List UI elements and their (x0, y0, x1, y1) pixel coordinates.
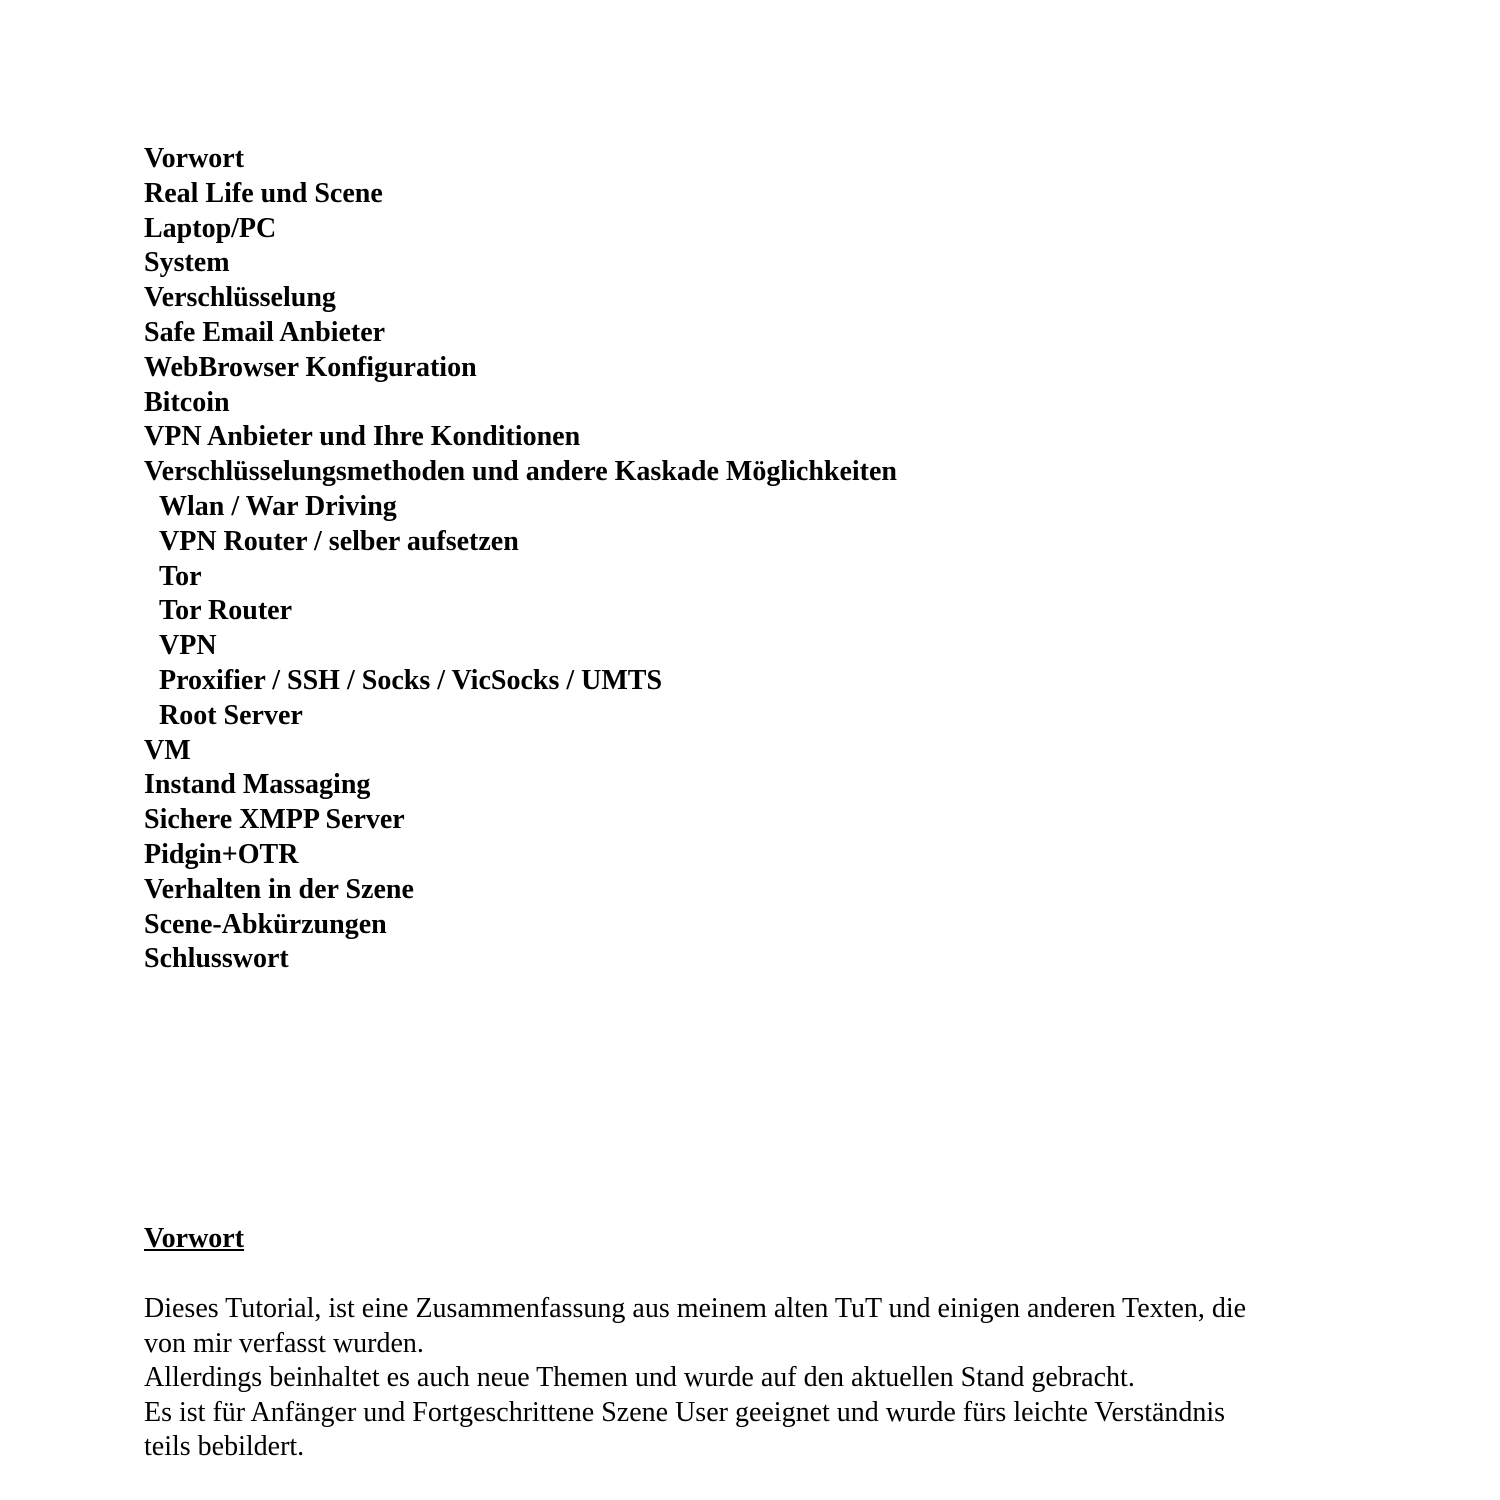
toc-item: Safe Email Anbieter (144, 316, 386, 348)
body-line: Allerdings beinhaltet es auch neue Themen und wurde auf den aktuellen Stand gebracht. (144, 1362, 1135, 1393)
toc-subitem: Proxifier / SSH / Socks / VicSocks / UMTS (159, 664, 663, 696)
toc-item: Verschlüsselungsmethoden und andere Kaskade Möglichkeiten (144, 456, 897, 488)
toc-item: Verschlüsselung (144, 282, 336, 314)
body-line: teils bebildert. (144, 1431, 305, 1462)
toc-item: VPN Anbieter und Ihre Konditionen (144, 421, 581, 453)
toc-item: Schlusswort (144, 943, 289, 975)
toc-subitem: VPN Router / selber aufsetzen (159, 525, 519, 557)
toc-item: Bitcoin (144, 386, 230, 418)
section-body (144, 1292, 1359, 1465)
toc-subitem: Root Server (159, 699, 303, 731)
toc-subitem: VPN (159, 630, 217, 662)
toc-item: WebBrowser Konfiguration (144, 351, 477, 383)
toc-item: Vorwort (144, 143, 245, 174)
toc-item: Laptop/PC (144, 212, 277, 244)
section-heading: Vorwort (144, 1223, 245, 1254)
toc-item: Real Life und Scene (144, 177, 383, 209)
toc-item: Pidgin+OTR (144, 838, 299, 870)
body-line: Dieses Tutorial, ist eine Zusammenfassung aus meinem alten TuT und einigen anderen Texten, die (144, 1293, 1247, 1324)
toc-item: Instand Massaging (144, 769, 371, 801)
body-line: Es ist für Anfänger und Fortgeschrittene Szene User geeignet und wurde fürs leichte Verständnis (144, 1396, 1226, 1428)
toc-item: Verhalten in der Szene (144, 873, 414, 905)
section-vorwort (144, 1221, 1359, 1465)
table-of-contents (144, 142, 897, 977)
toc-item: VM (144, 734, 191, 766)
body-line: von mir verfasst wurden. (144, 1327, 424, 1359)
toc-subitem: Tor Router (159, 595, 292, 627)
toc-item: System (144, 247, 230, 279)
toc-item: Scene-Abkürzungen (144, 908, 387, 940)
toc-subitem: Tor (159, 560, 202, 592)
toc-subitem: Wlan / War Driving (159, 490, 397, 522)
toc-item: Sichere XMPP Server (144, 804, 405, 836)
